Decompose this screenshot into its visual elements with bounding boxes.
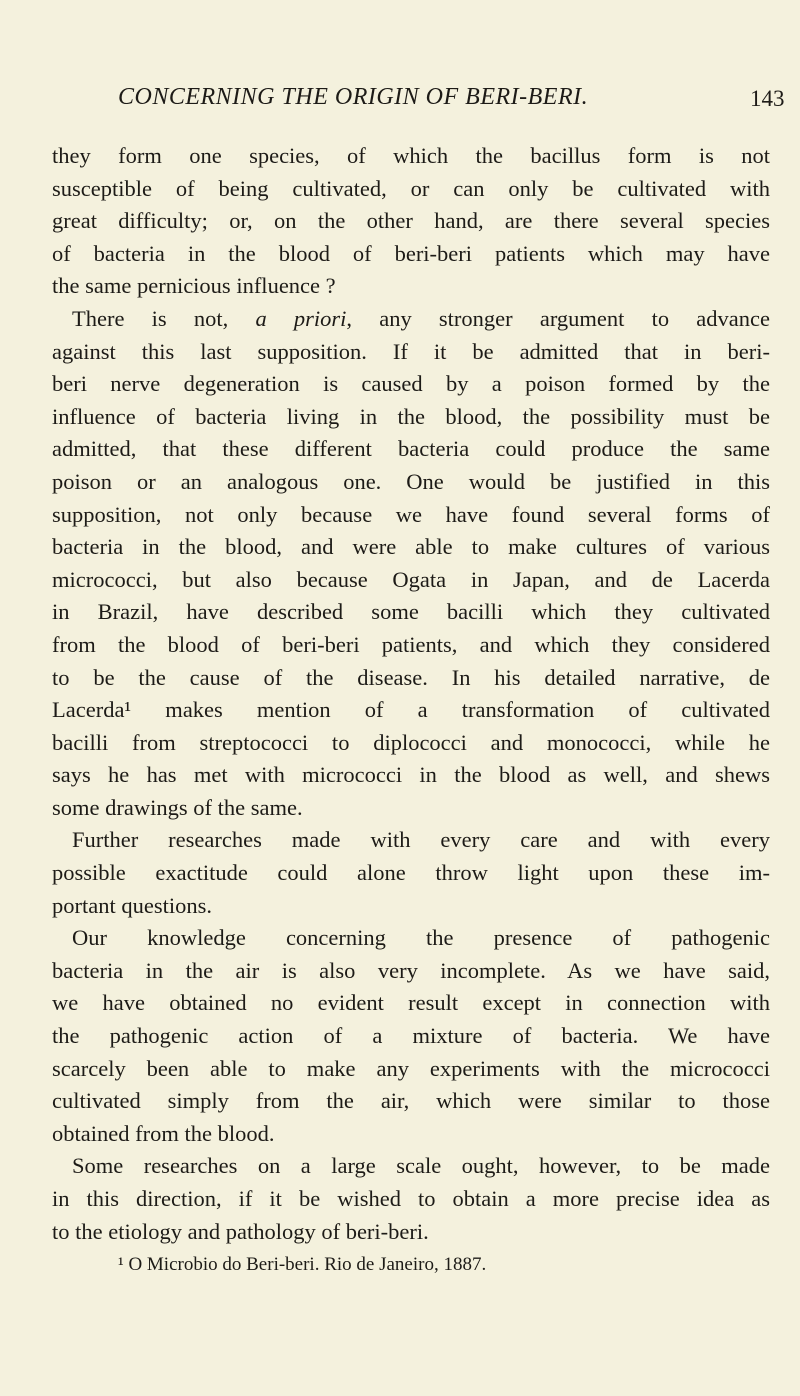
- text-line: possible exactitude could alone throw light upon these im-: [52, 860, 770, 886]
- running-title: CONCERNING THE ORIGIN OF BERI-BERI.: [118, 84, 589, 110]
- text-line: says he has met with micrococci in the blood as well, and shews: [52, 762, 770, 788]
- text-line: we have obtained no evident result except in connection with: [52, 990, 770, 1016]
- running-header: [118, 84, 798, 118]
- text-line: Further researches made with every care and with every: [72, 827, 770, 853]
- text-line: in Brazil, have described some bacilli which they cultivated: [52, 599, 770, 625]
- text-line: in this direction, if it be wished to obtain a more precise idea as: [52, 1186, 770, 1211]
- text-line: from the blood of beri-beri patients, and which they considered: [52, 631, 770, 657]
- text-line: micrococci, but also because Ogata in Japan, and de Lacerda: [52, 566, 770, 592]
- text-line: supposition, not only because we have found several forms of: [52, 501, 770, 527]
- page-number: 143: [750, 86, 785, 111]
- text-span: , any stronger argument to advance: [346, 305, 770, 331]
- text-line: bacilli from streptococci to diplococci and monococci, while he: [52, 729, 770, 755]
- text-line: of bacteria in the blood of beri-beri patients which may have: [52, 240, 770, 266]
- text-line: beri nerve degeneration is caused by a poison formed by the: [52, 371, 770, 397]
- text-line: some drawings of the same.: [52, 794, 303, 820]
- text-line: the pathogenic action of a mixture of bacteria. We have: [52, 1023, 770, 1049]
- text-line: obtained from the blood.: [52, 1120, 275, 1146]
- text-line: Our knowledge concerning the presence of pathogenic: [72, 925, 770, 951]
- text-line: cultivated simply from the air, which were similar to those: [52, 1088, 770, 1114]
- text-line: [52, 303, 770, 336]
- text-line: admitted, that these different bacteria could produce the same: [52, 436, 770, 462]
- text-line: to the etiology and pathology of beri-beri.: [52, 1218, 429, 1244]
- text-line: scarcely been able to make any experiments with the micrococci: [52, 1055, 770, 1081]
- text-line: they form one species, of which the bacillus form is not: [52, 143, 770, 168]
- italic-text: a priori: [255, 305, 347, 331]
- footnote: ¹ O Microbio do Beri-beri. Rio de Janeiro, 1887.: [118, 1254, 487, 1275]
- text-line: to be the cause of the disease. In his detailed narrative, de: [52, 664, 770, 690]
- text-line: susceptible of being cultivated, or can only be cultivated with: [52, 175, 770, 201]
- text-line: against this last supposition. If it be admitted that in beri-: [52, 338, 770, 364]
- text-line: the same pernicious influence ?: [52, 273, 336, 299]
- text-line: influence of bacteria living in the blood, the possibility must be: [52, 403, 770, 429]
- text-line: portant questions.: [52, 892, 212, 918]
- text-line: bacteria in the air is also very incomplete. As we have said,: [52, 957, 770, 983]
- text-line: great difficulty; or, on the other hand, are there several species: [52, 208, 770, 234]
- text-line: bacteria in the blood, and were able to make cultures of various: [52, 534, 770, 560]
- text-line: Some researches on a large scale ought, however, to be made: [72, 1153, 770, 1179]
- text-line: poison or an analogous one. One would be justified in this: [52, 468, 770, 494]
- text-line: Lacerda¹ makes mention of a transformation of cultivated: [52, 697, 770, 723]
- body-text: [52, 140, 770, 1248]
- text-span: There is not,: [72, 305, 256, 331]
